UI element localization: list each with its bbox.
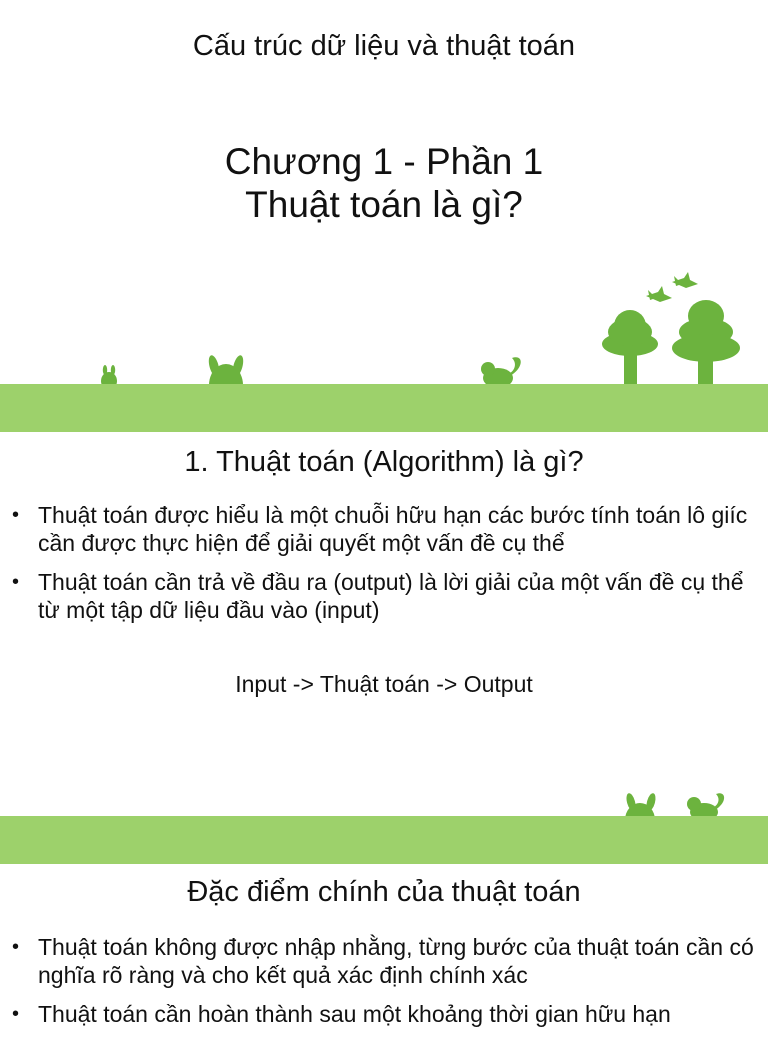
section-title-characteristics: Đặc điểm chính của thuật toán: [187, 876, 581, 908]
chapter-line-1: Chương 1 - Phần 1: [224, 141, 544, 182]
course-title: Cấu trúc dữ liệu và thuật toán: [192, 30, 576, 62]
chapter-line-2: Thuật toán là gì?: [245, 184, 523, 225]
tree-icon: [602, 310, 658, 388]
bullet-list: [10, 933, 758, 1039]
bullet-item: • Thuật toán cần trả về đầu ra (output) là lời giải của một vấn đề cụ thể từ một tập dữ liệu đầu vào (input): [10, 568, 758, 624]
bullet-item: • Thuật toán được hiểu là một chuỗi hữu hạn các bước tính toán lô giíc cần được thực hiện để giải quyết một vấn đề cụ thể: [10, 501, 758, 557]
grass-strip: [0, 384, 768, 432]
section-title-algorithm: 1. Thuật toán (Algorithm) là gì?: [184, 446, 584, 478]
nature-scene-illustration: [0, 260, 768, 400]
bird-icon: [672, 272, 698, 288]
tree-icon: [672, 300, 740, 390]
algorithm-flow-text: Input -> Thuật toán -> Output: [235, 671, 533, 697]
bullet-item: • Thuật toán không được nhập nhằng, từng bước của thuật toán cần có nghĩa rõ ràng và cho kết quả xác định chính xác: [10, 933, 758, 989]
bullet-item: • Thuật toán cần hoàn thành sau một khoảng thời gian hữu hạn: [10, 1000, 758, 1028]
grass-strip: [0, 816, 768, 864]
bird-icon: [646, 286, 672, 302]
bullet-list: [10, 501, 758, 635]
chapter-heading: [0, 140, 768, 226]
